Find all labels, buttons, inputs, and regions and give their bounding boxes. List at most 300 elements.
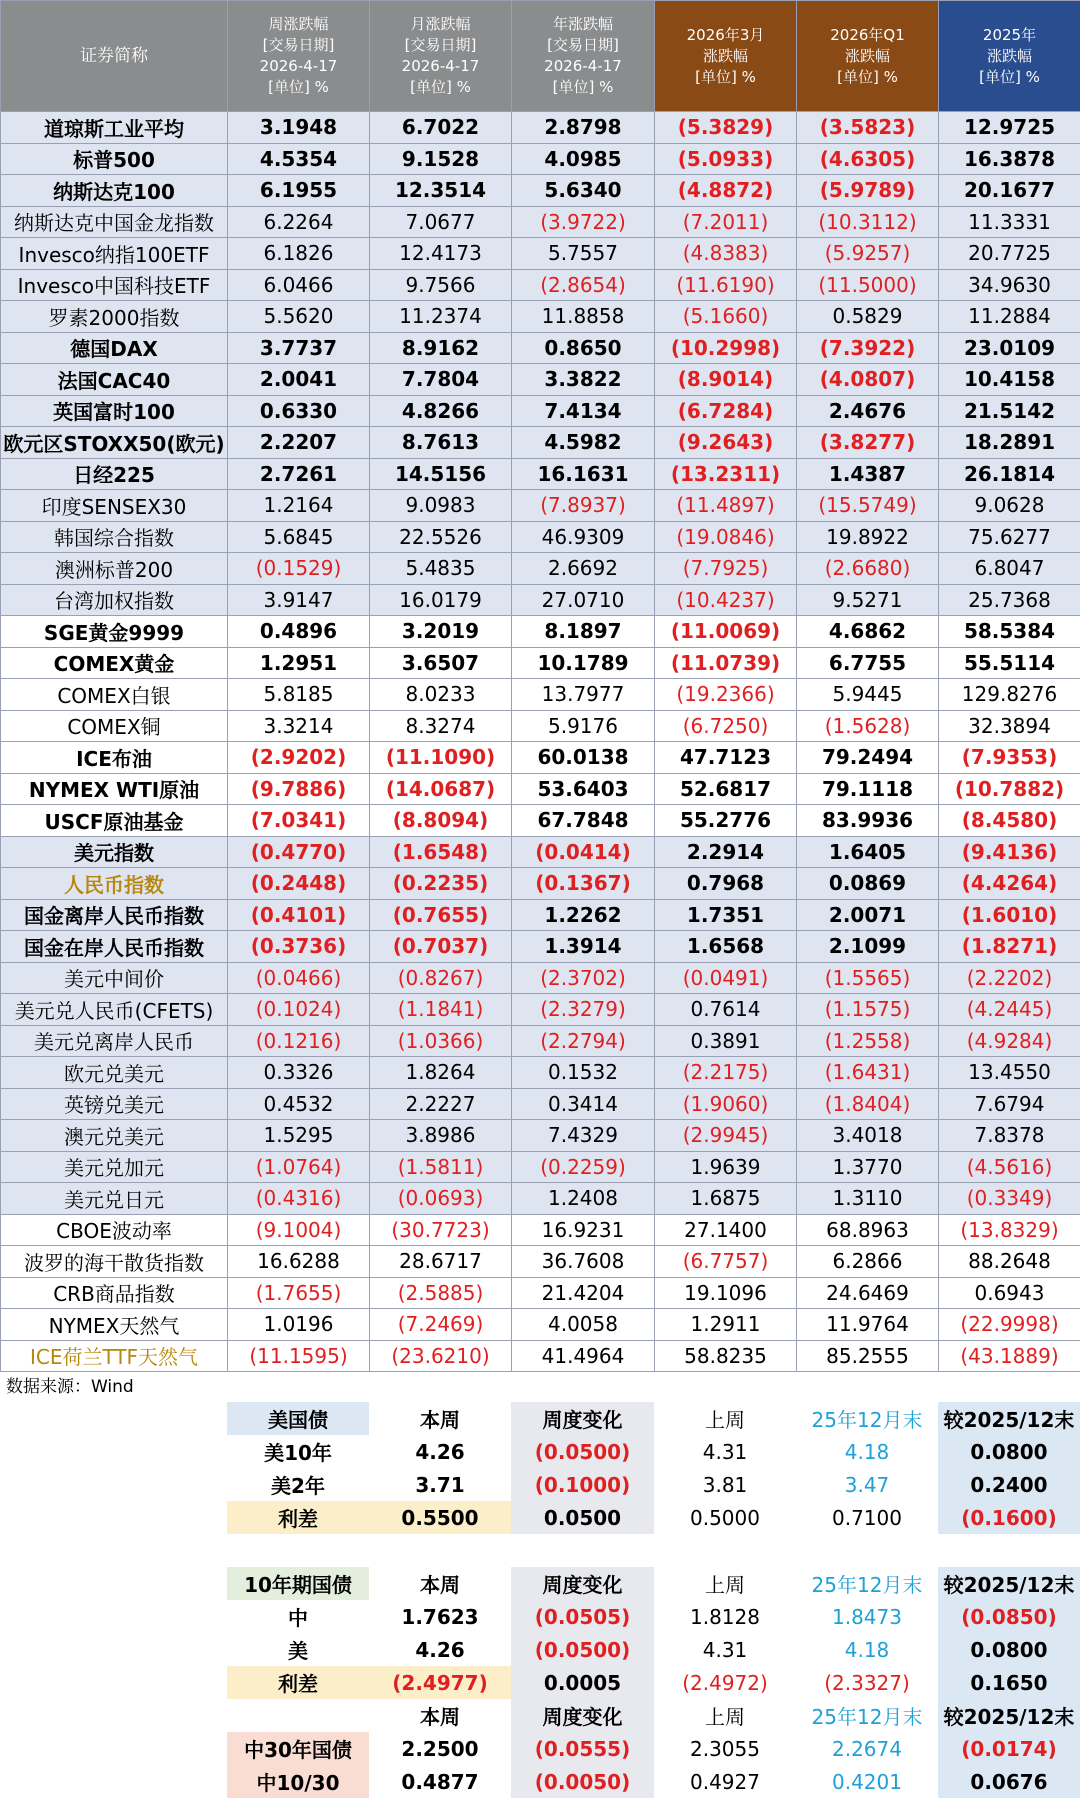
value-cell: (2.3327)	[824, 1670, 910, 1695]
bond-column-header: 本周	[420, 1705, 460, 1729]
data-source-note: 数据来源：Wind	[6, 1377, 134, 1397]
value-cell: (2.3279)	[512, 994, 655, 1026]
value-cell: 0.0676	[938, 1765, 1080, 1798]
table-row	[1, 1057, 1080, 1089]
value-cell: 21.4204	[512, 1277, 655, 1309]
value-cell: 0.3414	[512, 1088, 655, 1120]
blank-cell	[654, 1534, 796, 1567]
security-name-cell: NYMEX天然气	[1, 1309, 228, 1341]
blank-cell	[369, 1534, 511, 1567]
value-cell: (0.3736)	[228, 931, 370, 963]
table-row	[1, 679, 1080, 711]
value-cell: 41.4964	[512, 1340, 655, 1372]
security-name-cell: 澳元兑美元	[1, 1120, 228, 1152]
security-name-cell: 美元中间价	[1, 962, 228, 994]
value-cell: 7.4329	[512, 1120, 655, 1152]
value-cell: 5.9445	[797, 679, 939, 711]
value-cell: (2.6680)	[797, 553, 939, 585]
value-cell: 3.9147	[228, 584, 370, 616]
bond-column-header: 上周	[705, 1573, 745, 1597]
table-row	[1, 206, 1080, 238]
security-name-cell: COMEX白银	[1, 679, 228, 711]
value-cell: 2.0071	[797, 899, 939, 931]
value-cell: 2.2674	[832, 1736, 902, 1761]
security-name-cell: USCF原油基金	[1, 805, 228, 837]
value-cell: 23.0109	[939, 332, 1080, 364]
value-cell: 16.1631	[512, 458, 655, 490]
value-cell: 7.8378	[939, 1120, 1080, 1152]
bond-column-header: 较2025/12末	[938, 1567, 1080, 1600]
value-cell: (5.3829)	[655, 112, 797, 144]
bond-column-header: 上周	[705, 1705, 745, 1729]
value-cell: 52.6817	[655, 773, 797, 805]
value-cell: 9.0983	[370, 490, 512, 522]
value-cell: 34.9630	[939, 269, 1080, 301]
value-cell: 1.6875	[655, 1183, 797, 1215]
value-cell: (11.6190)	[655, 269, 797, 301]
table-row	[1, 868, 1080, 900]
value-cell: 4.31	[702, 1439, 748, 1464]
bond-name-cell: 中30年国债	[227, 1732, 369, 1765]
value-cell: 4.0985	[512, 143, 655, 175]
value-cell: 11.2374	[370, 301, 512, 333]
value-cell: 11.3331	[939, 206, 1080, 238]
security-name-cell: 德国DAX	[1, 332, 228, 364]
value-cell: 0.0800	[938, 1633, 1080, 1666]
value-cell: (6.7757)	[655, 1246, 797, 1278]
value-cell: 58.5384	[939, 616, 1080, 648]
value-cell: (43.1889)	[939, 1340, 1080, 1372]
value-cell: (0.0500)	[511, 1435, 654, 1468]
value-cell: 16.6288	[228, 1246, 370, 1278]
value-cell: 4.5982	[512, 427, 655, 459]
bond-column-header: 本周	[420, 1573, 460, 1597]
value-cell: (0.1529)	[228, 553, 370, 585]
value-cell: 0.8650	[512, 332, 655, 364]
value-cell: 10.1789	[512, 647, 655, 679]
bond-yields-table	[0, 1402, 1080, 1798]
bond-column-header: 较2025/12末	[938, 1699, 1080, 1732]
value-cell: (1.1841)	[370, 994, 512, 1026]
value-cell: (0.7655)	[370, 899, 512, 931]
value-cell: (1.8271)	[939, 931, 1080, 963]
value-cell: 6.7022	[370, 112, 512, 144]
table-row	[1, 616, 1080, 648]
value-cell: 1.4387	[797, 458, 939, 490]
bond-column-header: 10年期国债	[227, 1567, 369, 1600]
value-cell: (1.6431)	[797, 1057, 939, 1089]
value-cell: (7.2011)	[655, 206, 797, 238]
value-cell: 0.4877	[401, 1769, 479, 1794]
value-cell: 12.9725	[939, 112, 1080, 144]
value-cell: 16.9231	[512, 1214, 655, 1246]
value-cell: 1.9639	[655, 1151, 797, 1183]
security-name-cell: 国金在岸人民币指数	[1, 931, 228, 963]
value-cell: 2.3055	[690, 1736, 760, 1761]
value-cell: (9.4136)	[939, 836, 1080, 868]
bond-name-cell: 中	[288, 1606, 308, 1630]
value-cell: (8.4580)	[939, 805, 1080, 837]
value-cell: (3.5823)	[797, 112, 939, 144]
value-cell: 13.7977	[512, 679, 655, 711]
value-cell: (6.7250)	[655, 710, 797, 742]
value-cell: 28.6717	[370, 1246, 512, 1278]
value-cell: 1.2408	[512, 1183, 655, 1215]
us_bonds-header-row	[0, 1402, 1080, 1435]
value-cell: (0.2235)	[370, 868, 512, 900]
value-cell: 36.7608	[512, 1246, 655, 1278]
blank-cell	[0, 1600, 227, 1633]
value-cell: 75.6277	[939, 521, 1080, 553]
value-cell: 1.8264	[370, 1057, 512, 1089]
value-cell: (9.7886)	[228, 773, 370, 805]
value-cell: 83.9936	[797, 805, 939, 837]
value-cell: 4.31	[702, 1637, 748, 1662]
value-cell: 1.6405	[797, 836, 939, 868]
value-cell: (0.8267)	[370, 962, 512, 994]
security-name-cell: 法国CAC40	[1, 364, 228, 396]
value-cell: 0.5000	[690, 1505, 760, 1530]
value-cell: 6.1826	[228, 238, 370, 270]
value-cell: (11.1595)	[228, 1340, 370, 1372]
table-row	[1, 584, 1080, 616]
value-cell: 3.4018	[797, 1120, 939, 1152]
value-cell: 1.3914	[512, 931, 655, 963]
value-cell: 1.6568	[655, 931, 797, 963]
value-cell: (1.9060)	[655, 1088, 797, 1120]
table-row	[1, 1340, 1080, 1372]
value-cell: (9.2643)	[655, 427, 797, 459]
bond-name-cell: 美10年	[264, 1441, 332, 1465]
value-cell: (0.0050)	[511, 1765, 654, 1798]
value-cell: 4.26	[415, 1439, 465, 1464]
value-cell: (4.6305)	[797, 143, 939, 175]
value-cell: 8.1897	[512, 616, 655, 648]
table-row	[1, 1309, 1080, 1341]
table-row	[1, 553, 1080, 585]
value-cell: (0.2448)	[228, 868, 370, 900]
value-cell: 1.3110	[797, 1183, 939, 1215]
value-cell: 5.9176	[512, 710, 655, 742]
security-name-cell: 美元指数	[1, 836, 228, 868]
value-cell: 2.0041	[228, 364, 370, 396]
table-row	[1, 710, 1080, 742]
value-cell: 3.3822	[512, 364, 655, 396]
blank-cell	[0, 1468, 227, 1501]
value-cell: (5.1660)	[655, 301, 797, 333]
value-cell: 60.0138	[512, 742, 655, 774]
value-cell: 2.2914	[655, 836, 797, 868]
value-cell: 0.7614	[655, 994, 797, 1026]
value-cell: (2.2202)	[939, 962, 1080, 994]
value-cell: 10.4158	[939, 364, 1080, 396]
value-cell: 55.5114	[939, 647, 1080, 679]
value-cell: 0.6943	[939, 1277, 1080, 1309]
value-cell: (1.0366)	[370, 1025, 512, 1057]
security-name-cell: Invesco中国科技ETF	[1, 269, 228, 301]
security-name-cell: 美元兑人民币(CFETS)	[1, 994, 228, 1026]
bond-column-header: 上周	[705, 1408, 745, 1432]
value-cell: (2.5885)	[370, 1277, 512, 1309]
value-cell: 1.8473	[832, 1604, 902, 1629]
security-name-cell: 纳斯达克100	[1, 175, 228, 207]
value-cell: 3.6507	[370, 647, 512, 679]
value-cell: 0.3891	[655, 1025, 797, 1057]
value-cell: 6.1955	[228, 175, 370, 207]
value-cell: (3.8277)	[797, 427, 939, 459]
bond-row	[0, 1633, 1080, 1666]
cn30_bonds-header-row	[0, 1699, 1080, 1732]
value-cell: 4.6862	[797, 616, 939, 648]
value-cell: 1.7351	[655, 899, 797, 931]
value-cell: (11.1090)	[370, 742, 512, 774]
value-cell: (5.9789)	[797, 175, 939, 207]
value-cell: 3.47	[844, 1472, 890, 1497]
security-name-cell: 印度SENSEX30	[1, 490, 228, 522]
bond-column-header: 25年12月末	[811, 1408, 923, 1432]
value-cell: (30.7723)	[370, 1214, 512, 1246]
value-cell: 20.7725	[939, 238, 1080, 270]
value-cell: 6.0466	[228, 269, 370, 301]
bond-row	[0, 1435, 1080, 1468]
value-cell: (2.4977)	[369, 1666, 511, 1699]
value-cell: 12.3514	[370, 175, 512, 207]
blank-cell	[938, 1534, 1080, 1567]
value-cell: 1.5295	[228, 1120, 370, 1152]
security-name-cell: 韩国综合指数	[1, 521, 228, 553]
value-cell: (0.1367)	[512, 868, 655, 900]
value-cell: (4.2445)	[939, 994, 1080, 1026]
security-name-cell: 台湾加权指数	[1, 584, 228, 616]
value-cell: (23.6210)	[370, 1340, 512, 1372]
blank-cell	[0, 1402, 227, 1435]
value-cell: (0.0491)	[655, 962, 797, 994]
bond-column-header: 周度变化	[511, 1699, 654, 1732]
value-cell: 0.0800	[938, 1435, 1080, 1468]
security-name-cell: CBOE波动率	[1, 1214, 228, 1246]
value-cell: (11.0739)	[655, 647, 797, 679]
blank-cell	[0, 1567, 227, 1600]
value-cell: (1.8404)	[797, 1088, 939, 1120]
value-cell: (4.8872)	[655, 175, 797, 207]
bond-row	[0, 1600, 1080, 1633]
security-name-cell: SGE黄金9999	[1, 616, 228, 648]
value-cell: 22.5526	[370, 521, 512, 553]
value-cell: 8.0233	[370, 679, 512, 711]
value-cell: (13.2311)	[655, 458, 797, 490]
blank-cell	[0, 1633, 227, 1666]
value-cell: (6.7284)	[655, 395, 797, 427]
value-cell: (11.0069)	[655, 616, 797, 648]
cn_us_bonds-header-row	[0, 1567, 1080, 1600]
value-cell: 3.7737	[228, 332, 370, 364]
value-cell: (0.4770)	[228, 836, 370, 868]
value-cell: (8.9014)	[655, 364, 797, 396]
value-cell: 16.3878	[939, 143, 1080, 175]
value-cell: (1.7655)	[228, 1277, 370, 1309]
value-cell: (2.8654)	[512, 269, 655, 301]
blank-cell	[0, 1534, 227, 1567]
value-cell: 88.2648	[939, 1246, 1080, 1278]
value-cell: 47.7123	[655, 742, 797, 774]
bond-column-header: 本周	[420, 1408, 460, 1432]
value-cell: (10.2998)	[655, 332, 797, 364]
value-cell: 26.1814	[939, 458, 1080, 490]
value-cell: (2.9945)	[655, 1120, 797, 1152]
bond-column-header: 较2025/12末	[938, 1402, 1080, 1435]
table-row	[1, 427, 1080, 459]
value-cell: 3.81	[702, 1472, 748, 1497]
blank-cell	[796, 1534, 938, 1567]
bond-row	[0, 1732, 1080, 1765]
value-cell: 13.4550	[939, 1057, 1080, 1089]
value-cell: (7.9353)	[939, 742, 1080, 774]
value-cell: (0.0693)	[370, 1183, 512, 1215]
value-cell: 0.7100	[832, 1505, 902, 1530]
blank-cell	[227, 1534, 369, 1567]
value-cell: (0.4101)	[228, 899, 370, 931]
value-cell: 129.8276	[939, 679, 1080, 711]
security-name-cell: 罗素2000指数	[1, 301, 228, 333]
value-cell: (4.9284)	[939, 1025, 1080, 1057]
value-cell: (0.1216)	[228, 1025, 370, 1057]
value-cell: 18.2891	[939, 427, 1080, 459]
value-cell: (0.0174)	[938, 1732, 1080, 1765]
column-header-weekly-change: 周涨跌幅 [交易日期] 2026-4-17 [单位] %	[228, 1, 370, 112]
bond-row	[0, 1501, 1080, 1534]
security-name-cell: 国金离岸人民币指数	[1, 899, 228, 931]
value-cell: 1.2911	[655, 1309, 797, 1341]
value-cell: (10.4237)	[655, 584, 797, 616]
value-cell: (11.5000)	[797, 269, 939, 301]
bond-column-header: 周度变化	[511, 1402, 654, 1435]
security-name-cell: 欧元区STOXX50(欧元)	[1, 427, 228, 459]
security-name-cell: 日经225	[1, 458, 228, 490]
bond-row	[0, 1765, 1080, 1798]
blank-cell	[0, 1501, 227, 1534]
value-cell: (9.1004)	[228, 1214, 370, 1246]
value-cell: 6.7755	[797, 647, 939, 679]
value-cell: (14.0687)	[370, 773, 512, 805]
table-row	[1, 332, 1080, 364]
value-cell: 19.1096	[655, 1277, 797, 1309]
blank-cell	[0, 1666, 227, 1699]
column-header-march-2026-change: 2026年3月 涨跌幅 [单位] %	[655, 1, 797, 112]
value-cell: 11.2884	[939, 301, 1080, 333]
value-cell: (10.7882)	[939, 773, 1080, 805]
security-name-cell: NYMEX WTI原油	[1, 773, 228, 805]
table-row	[1, 1025, 1080, 1057]
value-cell: (1.0764)	[228, 1151, 370, 1183]
table-row	[1, 269, 1080, 301]
value-cell: 68.8963	[797, 1214, 939, 1246]
value-cell: 1.3770	[797, 1151, 939, 1183]
table-row	[1, 458, 1080, 490]
value-cell: (10.3112)	[797, 206, 939, 238]
security-name-cell: 标普500	[1, 143, 228, 175]
value-cell: 79.2494	[797, 742, 939, 774]
value-cell: (2.9202)	[228, 742, 370, 774]
column-header-ytd-change: 年涨跌幅 [交易日期] 2026-4-17 [单位] %	[512, 1, 655, 112]
table-row	[1, 1151, 1080, 1183]
value-cell: 2.1099	[797, 931, 939, 963]
value-cell: 1.2164	[228, 490, 370, 522]
header-row	[1, 1, 1080, 112]
value-cell: 8.9162	[370, 332, 512, 364]
value-cell: 11.9764	[797, 1309, 939, 1341]
security-name-cell: 人民币指数	[1, 868, 228, 900]
table-row	[1, 1088, 1080, 1120]
value-cell: (4.0807)	[797, 364, 939, 396]
table-row	[1, 490, 1080, 522]
value-cell: 19.8922	[797, 521, 939, 553]
value-cell: 55.2776	[655, 805, 797, 837]
table-row	[1, 805, 1080, 837]
value-cell: 5.8185	[228, 679, 370, 711]
value-cell: 5.7557	[512, 238, 655, 270]
bond-name-cell: 利差	[227, 1501, 369, 1534]
value-cell: 0.4201	[832, 1769, 902, 1794]
value-cell: 2.4676	[797, 395, 939, 427]
value-cell: 0.4927	[690, 1769, 760, 1794]
value-cell: 7.0677	[370, 206, 512, 238]
security-name-cell: ICE布油	[1, 742, 228, 774]
bond-column-header: 周度变化	[511, 1567, 654, 1600]
column-header-year-2025-change: 2025年 涨跌幅 [单位] %	[939, 1, 1080, 112]
table-row	[1, 773, 1080, 805]
value-cell: (0.0505)	[511, 1600, 654, 1633]
table-row	[1, 647, 1080, 679]
value-cell: 14.5156	[370, 458, 512, 490]
table-row	[1, 994, 1080, 1026]
value-cell: 1.0196	[228, 1309, 370, 1341]
value-cell: 2.2207	[228, 427, 370, 459]
value-cell: (0.1000)	[511, 1468, 654, 1501]
security-name-cell: 澳洲标普200	[1, 553, 228, 585]
value-cell: 0.0500	[511, 1501, 654, 1534]
value-cell: 1.8128	[690, 1604, 760, 1629]
value-cell: 0.0869	[797, 868, 939, 900]
value-cell: 4.0058	[512, 1309, 655, 1341]
value-cell: (1.6548)	[370, 836, 512, 868]
value-cell: 1.7623	[401, 1604, 479, 1629]
value-cell: 24.6469	[797, 1277, 939, 1309]
value-cell: 21.5142	[939, 395, 1080, 427]
value-cell: 2.7261	[228, 458, 370, 490]
value-cell: 11.8858	[512, 301, 655, 333]
value-cell: 9.7566	[370, 269, 512, 301]
security-name-cell: 美元兑日元	[1, 1183, 228, 1215]
value-cell: (7.7925)	[655, 553, 797, 585]
value-cell: (0.3349)	[939, 1183, 1080, 1215]
value-cell: (0.0555)	[511, 1732, 654, 1765]
table-row	[1, 521, 1080, 553]
security-name-cell: Invesco纳指100ETF	[1, 238, 228, 270]
value-cell: (1.5565)	[797, 962, 939, 994]
table-row	[1, 364, 1080, 396]
value-cell: (0.4316)	[228, 1183, 370, 1215]
value-cell: 0.0005	[511, 1666, 654, 1699]
bond-row	[0, 1666, 1080, 1699]
security-name-cell: 美元兑加元	[1, 1151, 228, 1183]
value-cell: (7.8937)	[512, 490, 655, 522]
table-row	[1, 742, 1080, 774]
value-cell: 0.4532	[228, 1088, 370, 1120]
value-cell: (0.1024)	[228, 994, 370, 1026]
blank-cell	[0, 1732, 227, 1765]
bond-name-cell: 利差	[227, 1666, 369, 1699]
value-cell: 0.5500	[369, 1501, 511, 1534]
